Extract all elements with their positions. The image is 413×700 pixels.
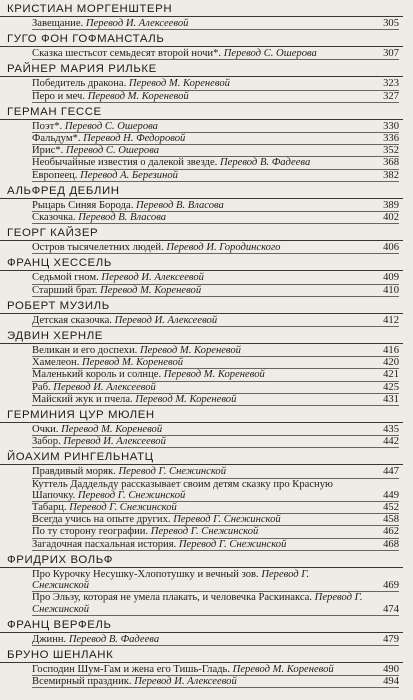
work-title: Ирис*. xyxy=(32,145,64,157)
author-section xyxy=(0,408,413,450)
author-heading: ЙОАХИМ РИНГЕЛЬНАТЦ xyxy=(0,450,403,465)
toc-entry xyxy=(32,664,399,676)
author-section xyxy=(0,450,413,552)
toc-entry xyxy=(32,315,399,327)
page-number: 468 xyxy=(383,538,399,550)
toc-entry xyxy=(32,466,399,478)
author-section xyxy=(0,256,413,298)
page-number: 410 xyxy=(383,284,399,296)
toc-entry xyxy=(32,345,399,357)
translator: Перевод Н. Федоровой xyxy=(83,133,186,145)
toc-entry xyxy=(32,394,399,406)
author-section xyxy=(0,184,413,226)
toc-entry xyxy=(32,157,399,169)
work-title: Хамелеон. xyxy=(32,357,80,369)
author-section xyxy=(0,648,413,690)
author-section xyxy=(0,299,413,329)
page-number: 458 xyxy=(383,514,399,526)
author-heading: АЛЬФРЕД ДЕБЛИН xyxy=(0,184,403,199)
translator: Перевод И. Городинского xyxy=(166,242,281,254)
works-list xyxy=(0,568,413,618)
translator: Перевод М. Кореневой xyxy=(100,284,202,296)
translator: Перевод Г. Снежинской xyxy=(173,514,281,526)
author-section xyxy=(0,2,413,32)
works-list xyxy=(0,314,413,329)
work-title: Сказочка. xyxy=(32,212,76,224)
translator: Перевод М. Кореневой xyxy=(61,424,163,436)
translator: Перевод И. Алексеевой xyxy=(114,314,218,326)
page-number: 479 xyxy=(383,633,399,645)
page-number: 420 xyxy=(383,357,399,369)
translator: Перевод В. Фадеева xyxy=(68,633,160,645)
author-heading: ФРАНЦ ВЕРФЕЛЬ xyxy=(0,618,403,633)
toc-entry xyxy=(32,634,399,646)
toc-entry xyxy=(32,514,399,526)
work-title: По ту сторону географии. xyxy=(32,526,149,538)
work-title: Детская сказочка. xyxy=(32,314,112,326)
page-number: 352 xyxy=(383,145,399,157)
translator: Перевод И. Алексеевой xyxy=(63,436,166,448)
author-heading: ГЕОРГ КАЙЗЕР xyxy=(0,226,403,241)
translator: Перевод И. Алексеевой xyxy=(53,381,156,393)
translator: Перевод Г. Снежинской xyxy=(178,538,287,550)
translator: Перевод Г. Снежинской xyxy=(69,502,177,514)
toc-entry xyxy=(32,436,399,448)
work-title: Завещание. xyxy=(32,18,84,29)
toc-entry xyxy=(32,121,399,133)
toc-entry xyxy=(32,48,399,60)
work-title: Поэт*. xyxy=(32,120,63,132)
page-number: 409 xyxy=(383,272,399,284)
translator: Перевод В. Власова xyxy=(136,199,224,211)
page-number: 402 xyxy=(383,212,399,224)
toc-entry xyxy=(32,382,399,394)
work-title: Господин Шум-Гам и жена его Тишь-Гладь. xyxy=(32,663,231,675)
works-list xyxy=(0,77,413,104)
translator: Перевод М. Кореневой xyxy=(139,345,241,357)
toc-entry xyxy=(32,133,399,145)
work-title: Великан и его доспехи. xyxy=(32,345,138,357)
translator: Перевод Г. Снежинской xyxy=(118,466,227,478)
translator: Перевод М. Кореневой xyxy=(128,78,230,90)
page-number: 425 xyxy=(383,381,399,393)
work-title: Загадочная пасхальная история. xyxy=(32,538,177,550)
author-heading: ГУГО ФОН ГОФМАНСТАЛЬ xyxy=(0,32,403,47)
toc-entry xyxy=(32,592,399,615)
translator: Перевод В. Власова xyxy=(78,212,167,224)
page-number: 462 xyxy=(383,526,399,538)
work-title: Всемирный праздник. xyxy=(32,676,132,688)
work-title: Раб. xyxy=(32,381,51,393)
works-list xyxy=(0,199,413,226)
works-list xyxy=(0,120,413,184)
translator: Перевод М. Кореневой xyxy=(87,90,189,102)
works-list xyxy=(0,344,413,408)
toc-entry xyxy=(32,569,399,592)
author-heading: РАЙНЕР МАРИЯ РИЛЬКЕ xyxy=(0,62,403,77)
author-section xyxy=(0,553,413,618)
work-title: Правдивый моряк. xyxy=(32,466,116,478)
translator: Перевод Г. Снежинской xyxy=(32,592,363,615)
work-title: Майский жук и пчела. xyxy=(32,393,133,405)
work-title: Старший брат. xyxy=(32,284,98,296)
translator: Перевод М. Кореневой xyxy=(232,663,334,675)
author-heading: КРИСТИАН МОРГЕНШТЕРН xyxy=(0,2,403,17)
page-number: 431 xyxy=(383,393,399,405)
author-section xyxy=(0,329,413,408)
work-title: Европеец. xyxy=(32,169,78,181)
author-heading: ГЕРМИНИЯ ЦУР МЮЛЕН xyxy=(0,408,403,423)
author-heading: ФРИДРИХ ВОЛЬФ xyxy=(0,553,403,568)
translator: Перевод С. Ошерова xyxy=(223,48,317,60)
works-list xyxy=(0,633,413,648)
translator: Перевод М. Кореневой xyxy=(82,357,184,369)
toc-entry xyxy=(32,526,399,538)
page-number: 382 xyxy=(383,169,399,181)
work-title: Куттель Даддельду рассказывает своим детям сказку про Красную Шапочку. xyxy=(32,478,333,501)
toc-entry xyxy=(32,200,399,212)
toc-entry xyxy=(32,91,399,103)
translator: Перевод Г. Снежинской xyxy=(32,568,310,592)
toc-entry xyxy=(32,170,399,182)
work-title: Очки. xyxy=(32,424,59,436)
works-list xyxy=(0,241,413,256)
work-title: Остров тысячелетних людей. xyxy=(32,242,164,254)
toc-entry xyxy=(32,78,399,90)
page-number: 416 xyxy=(383,345,399,357)
page-number: 421 xyxy=(383,369,399,381)
page-number: 307 xyxy=(383,48,399,60)
page-number: 474 xyxy=(383,603,399,615)
author-heading: ЭДВИН ХЕРНЛЕ xyxy=(0,329,403,344)
translator: Перевод И. Алексеевой xyxy=(85,18,189,29)
page-number: 435 xyxy=(383,424,399,436)
page-number: 406 xyxy=(383,242,399,254)
page-number: 336 xyxy=(383,133,399,145)
toc-entry xyxy=(32,479,399,502)
translator: Перевод Г. Снежинской xyxy=(150,526,259,538)
work-title: Фальдум*. xyxy=(32,133,81,145)
author-section xyxy=(0,32,413,62)
translator: Перевод А. Березиной xyxy=(80,169,178,181)
translator: Перевод Г. Снежинской xyxy=(77,489,186,501)
toc-entry xyxy=(32,18,399,30)
works-list xyxy=(0,663,413,690)
author-heading: БРУНО ШЕНЛАНК xyxy=(0,648,403,663)
toc-entry xyxy=(32,539,399,551)
author-section xyxy=(0,62,413,104)
translator: Перевод С. Ошерова xyxy=(64,120,158,132)
page-number: 389 xyxy=(383,199,399,211)
page-number: 469 xyxy=(383,580,399,592)
translator: Перевод С. Ошерова xyxy=(65,145,160,157)
works-list xyxy=(0,271,413,298)
toc-entry xyxy=(32,212,399,224)
translator: Перевод В. Фадеева xyxy=(219,157,311,169)
works-list xyxy=(0,17,413,32)
work-title: Забор. xyxy=(32,436,61,448)
toc-entry xyxy=(32,242,399,254)
author-section xyxy=(0,618,413,648)
page-number: 494 xyxy=(383,676,399,688)
works-list xyxy=(0,47,413,62)
work-title: Всегда учись на опыте других. xyxy=(32,514,171,526)
author-heading: РОБЕРТ МУЗИЛЬ xyxy=(0,299,403,314)
work-title: Сказка шестьсот семьдесят второй ночи*. xyxy=(32,48,222,60)
toc-entry xyxy=(32,502,399,514)
author-section xyxy=(0,105,413,184)
work-title: Табарц. xyxy=(32,502,67,514)
page-number: 327 xyxy=(383,90,399,102)
work-title: Перо и меч. xyxy=(32,90,86,102)
translator: Перевод И. Алексеевой xyxy=(134,676,237,688)
work-title: Победитель дракона. xyxy=(32,78,127,90)
page-number: 447 xyxy=(383,466,399,478)
page-number: 452 xyxy=(383,502,399,514)
page-number: 490 xyxy=(383,663,399,675)
page-number: 442 xyxy=(383,436,399,448)
page-number: 412 xyxy=(383,314,399,326)
works-list xyxy=(0,465,413,552)
page-number: 368 xyxy=(383,157,399,169)
work-title: Необычайные известия о далекой звезде. xyxy=(32,157,218,169)
toc-entry xyxy=(32,272,399,284)
toc-entry xyxy=(32,676,399,688)
work-title: Джинн. xyxy=(32,633,67,645)
work-title: Про Курочку Несушку-Хлопотушку и вечный зов. xyxy=(32,568,259,580)
page-number: 305 xyxy=(383,18,399,29)
works-list xyxy=(0,423,413,450)
page-number: 323 xyxy=(383,78,399,90)
work-title: Про Эльзу, которая не умела плакать, и человечка Раскинакса. xyxy=(32,592,313,604)
work-title: Седьмой гном. xyxy=(32,272,99,284)
work-title: Рыцарь Синяя Борода. xyxy=(32,199,134,211)
translator: Перевод М. Кореневой xyxy=(135,393,237,405)
work-title: Маленький король и солнце. xyxy=(32,369,162,381)
translator: Перевод М. Кореневой xyxy=(163,369,265,381)
author-heading: ГЕРМАН ГЕССЕ xyxy=(0,105,403,120)
toc-entry xyxy=(32,285,399,297)
page-number: 449 xyxy=(383,489,399,501)
translator: Перевод И. Алексеевой xyxy=(101,272,204,284)
toc-entry xyxy=(32,424,399,436)
author-section xyxy=(0,226,413,256)
toc-entry xyxy=(32,357,399,369)
toc-entry xyxy=(32,145,399,157)
author-heading: ФРАНЦ ХЕССЕЛЬ xyxy=(0,256,403,271)
toc-entry xyxy=(32,369,399,381)
page-number: 330 xyxy=(383,120,399,132)
